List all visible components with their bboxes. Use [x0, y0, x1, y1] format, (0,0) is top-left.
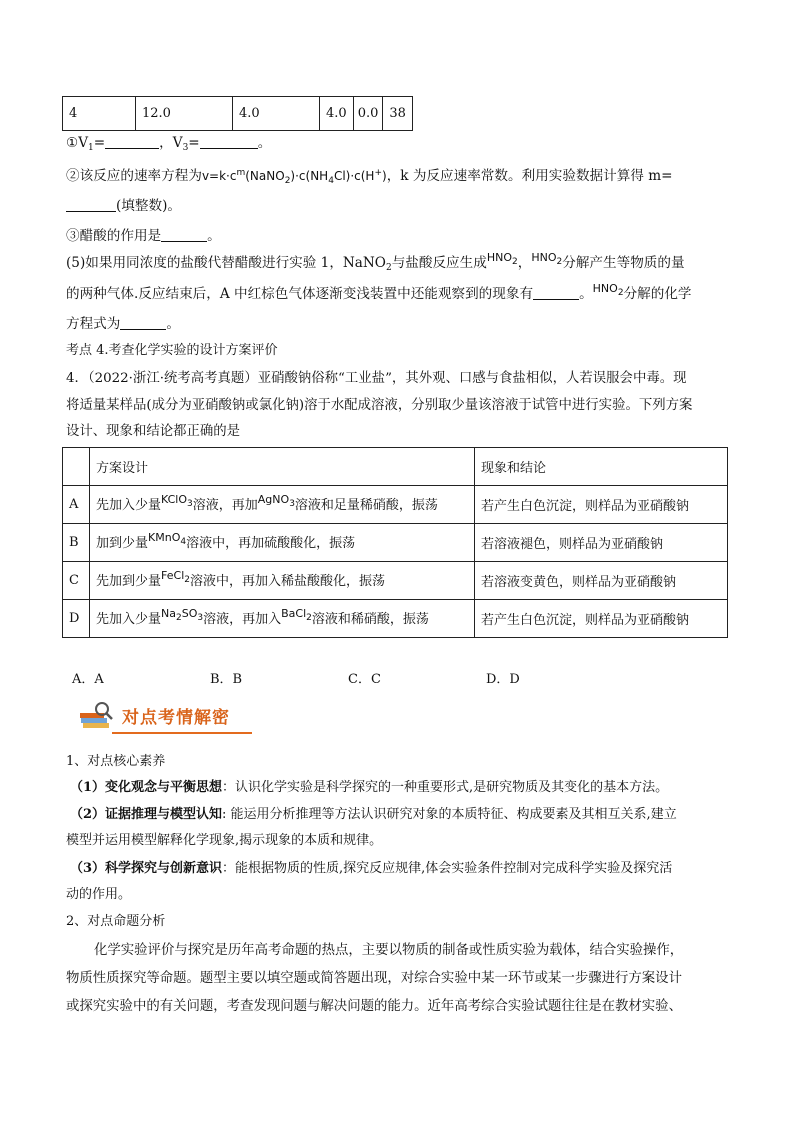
- table-cell: 4.0: [233, 97, 320, 131]
- table-header-row: [63, 448, 728, 486]
- result-cell: 若产生白色沉淀，则样品为亚硝酸钠: [475, 600, 728, 638]
- choice-d[interactable]: D．D: [486, 672, 520, 687]
- hno2-formula: HNO2: [486, 251, 518, 267]
- option-label: C: [63, 562, 90, 600]
- option-label: D: [63, 600, 90, 638]
- table-row: [63, 486, 728, 524]
- section-title: 考点 4.考查化学实验的设计方案评价: [66, 343, 278, 358]
- core-point-2-cont: 模型并运用模型解释化学现象,揭示现象的本质和规律。: [66, 833, 383, 848]
- core-point-3: （3）科学探究与创新意识：能根据物质的性质,探究反应规律,体会实验条件控制对完成科学实验及探究活: [70, 861, 673, 876]
- result-cell: 若溶液褪色，则样品为亚硝酸钠: [475, 524, 728, 562]
- option-label: A: [63, 486, 90, 524]
- section-banner: [78, 700, 250, 734]
- table-cell: 12.0: [136, 97, 233, 131]
- question-5-line-3: 方程式为 。: [66, 316, 180, 332]
- banner-title: 对点考情解密: [122, 708, 230, 728]
- design-cell: 先加入少量$^{Na_2SO_3}$溶液，再加入$^{BaCl_2}$溶液和稀硝酸，振荡: [90, 600, 475, 638]
- banner-underline: [112, 732, 252, 734]
- design-cell: 先加到少量$^{FeCl_2}$溶液中，再加入稀盐酸酸化，振荡: [90, 562, 475, 600]
- question-1-line: $①V_1=$ ，$V_3=$ 。: [66, 135, 272, 153]
- core-heading: 1、对点核心素养: [66, 754, 166, 769]
- question-5-line-1: (5)如果用同浓度的盐酸代替醋酸进行实验 1，NaNO$_2$与盐酸反应生成$^{HNO_2}$，$^{HNO_2}$分解产生等物质的量: [66, 251, 685, 273]
- question-4-line-1: 4．（2022·浙江·统考高考真题）亚硝酸钠俗称“工业盐”，其外观、口感与食盐相似，人若误服会中毒。现: [66, 371, 687, 386]
- result-cell: 若溶液变黄色，则样品为亚硝酸钠: [475, 562, 728, 600]
- books-magnifier-icon: [78, 700, 116, 732]
- table-cell: 38: [383, 97, 413, 131]
- analysis-heading: 2、对点命题分析: [66, 914, 166, 929]
- table-cell: 0.0: [353, 97, 383, 131]
- table-cell: 4.0: [320, 97, 354, 131]
- table-row: [63, 600, 728, 638]
- answer-blank[interactable]: [66, 197, 116, 212]
- question-2-line-2: (填整数)。: [66, 196, 181, 216]
- table-row: [63, 97, 413, 131]
- question-5-line-2: 的两种气体.反应结束后，A 中红棕色气体逐渐变浅装置中还能观察到的现象有 。$^{HNO_2}$分解的化学: [66, 282, 692, 302]
- experiment-data-table: [62, 96, 413, 131]
- choice-c[interactable]: C．C: [348, 672, 381, 687]
- header-result: 现象和结论: [475, 448, 728, 486]
- question-3-line: ③醋酸的作用是 。: [66, 228, 221, 244]
- design-cell: 加到少量$^{KMnO_4}$溶液中，再加硫酸酸化，振荡: [90, 524, 475, 562]
- analysis-line-3: 或探究实验中的有关问题，考查发现问题与解决问题的能力。近年高考综合实验试题往往是在教材实验、: [66, 999, 682, 1014]
- choice-b[interactable]: B．B: [210, 672, 243, 687]
- core-point-2: （2）证据推理与模型认知: 能运用分析推理等方法认识研究对象的本质特征、构成要素及其相互关系,建立: [70, 807, 677, 822]
- answer-blank[interactable]: [120, 315, 166, 330]
- scheme-table: [62, 447, 728, 638]
- hno2-formula: HNO2: [531, 251, 563, 267]
- question-4-line-3: 设计、现象和结论都正确的是: [66, 424, 241, 439]
- answer-blank[interactable]: [161, 227, 207, 242]
- rate-equation: $v=k\cdot c^m(NaNO_2)\cdot c(NH_4Cl)\cdot c(H^+)$: [201, 168, 387, 186]
- header-design: 方案设计: [90, 448, 475, 486]
- hno2-formula: HNO2: [592, 282, 624, 298]
- core-point-1: （1）变化观念与平衡思想：认识化学实验是科学探究的一种重要形式,是研究物质及其变化的基本方法。: [70, 780, 669, 795]
- choice-a[interactable]: A．A: [72, 672, 104, 687]
- answer-blank[interactable]: [105, 134, 159, 149]
- design-cell: 先加入少量$^{KClO_3}$溶液，再加$^{AgNO_3}$溶液和足量稀硝酸，振荡: [90, 486, 475, 524]
- table-cell: 4: [63, 97, 136, 131]
- core-point-3-cont: 动的作用。: [66, 887, 132, 902]
- table-row: [63, 524, 728, 562]
- question-2-line: ②该反应的速率方程为$v=k\cdot c^m(NaNO_2)\cdot c(NH_4Cl)\cdot c(H^+)$，k 为反应速率常数。利用实验数据计算得 m=: [66, 168, 673, 186]
- table-row: [63, 562, 728, 600]
- question-4-line-2: 将适量某样品(成分为亚硝酸钠或氯化钠)溶于水配成溶液，分别取少量该溶液于试管中进行实验。下列方案: [66, 398, 693, 413]
- answer-blank[interactable]: [533, 285, 579, 300]
- analysis-line-2: 物质性质探究等命题。题型主要以填空题或简答题出现，对综合实验中某一环节或某一步骤进行方案设计: [66, 971, 682, 986]
- result-cell: 若产生白色沉淀，则样品为亚硝酸钠: [475, 486, 728, 524]
- answer-blank[interactable]: [200, 134, 258, 149]
- option-label: B: [63, 524, 90, 562]
- analysis-line-1: 化学实验评价与探究是历年高考命题的热点，主要以物质的制备或性质实验为载体，结合实验操作，: [94, 943, 684, 958]
